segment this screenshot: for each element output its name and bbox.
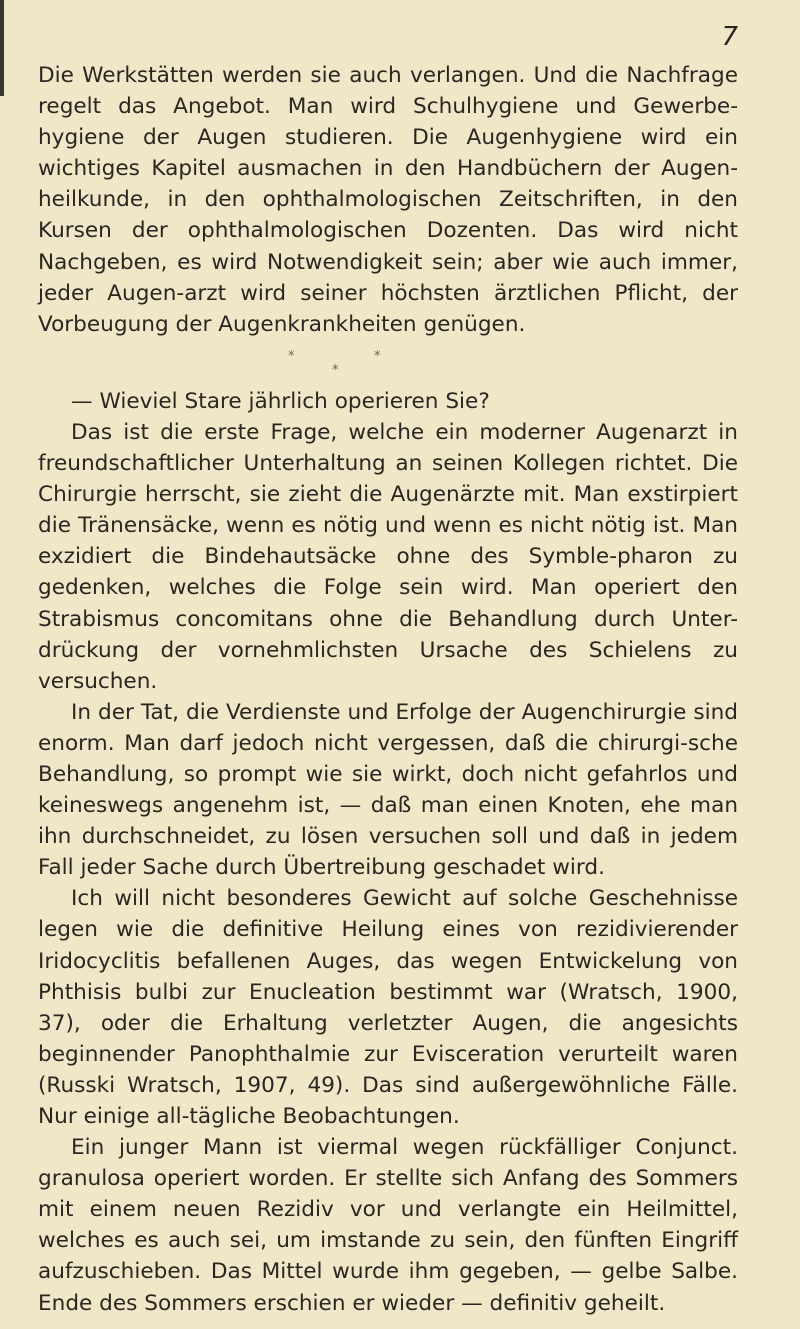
- opening-question: — Wieviel Stare jährlich operieren Sie?: [71, 388, 490, 414]
- paragraph-erste-frage: Das ist die erste Frage, welche ein moderner Augenarzt in freundschaftlicher Unterhaltung an seinen Kollegen richtet. Die Chirurgie herrscht, sie zieht die Augenärzte mit. Man exstirpiert die Tränensäcke, wenn es nötig und wenn es nicht nötig ist. Man exzidiert die Bindehautsäcke ohne des Symble-pharon zu gedenken, welches die Folge sein wird. Man operiert den Strabismus concomitans ohne die Behandlung durch Unter-drückung der vornehmlichsten Ursache des Schielens zu versuchen.: [38, 419, 738, 694]
- paragraph-in-der-tat: In der Tat, die Verdienste und Erfolge der Augenchirurgie sind enorm. Man darf jedoch nicht vergessen, daß die chirurgi-sche Behandlung, so prompt wie sie wirkt, doch nicht gefahrlos und keineswegs angenehm ist, — daß man einen Knoten, ehe man ihn durchschneidet, zu lösen versuchen soll und daß in jedem Fall jeder Sache durch Übertreibung geschadet wird.: [38, 699, 738, 881]
- paragraph-werkstaetten: Die Werkstätten werden sie auch verlangen. Und die Nachfrage regelt das Angebot. Man wird Schulhygiene und Gewerbe-hygiene der Augen studieren. Die Augenhygiene wird ein wichtiges Kapitel ausmachen in den Handbüchern der Augen-heilkunde, in den ophthalmologischen Zeitschriften, in den Kursen der ophthalmologischen Dozenten. Das wird nicht Nachgeben, es wird Notwendigkeit sein; aber wie auch immer, jeder Augen-arzt wird seiner höchsten ärztlichen Pflicht, der Vorbeugung der Augenkrankheiten genügen.: [38, 63, 738, 337]
- page-body: [38, 60, 738, 1319]
- paragraph-ich-will: Ich will nicht besonderes Gewicht auf solche Geschehnisse legen wie die definitive Heilung eines von rezidivierender Iridocyclitis befallenen Auges, das wegen Entwickelung von Phthisis bulbi zur Enucleation bestimmt war (Wratsch, 1900, 37), oder die Erhaltung verletzter Augen, die angesichts beginnender Panophthalmie zur Evisceration verurteilt waren (Russki Wratsch, 1907, 49). Das sind außergewöhnliche Fälle. Nur einige all-tägliche Beobachtungen.: [38, 886, 738, 1129]
- page-edge-shadow: [0, 0, 4, 96]
- paragraph-junger-mann: Ein junger Mann ist viermal wegen rückfälliger Conjunct. granulosa operiert worden. Er stellte sich Anfang des Sommers mit einem neuen Rezidiv vor und verlangte ein Heilmittel, welches es auch sei, um imstande zu sein, den fünften Eingriff aufzuschieben. Das Mittel wurde ihm gegeben, — gelbe Salbe. Ende des Sommers erschien er wieder — definitiv geheilt.: [38, 1135, 738, 1316]
- separator-asterisk: *: [332, 362, 339, 378]
- section-separator: [38, 340, 738, 386]
- separator-asterisk: *: [374, 348, 381, 364]
- page-number: 7: [721, 22, 738, 52]
- separator-asterisk: *: [288, 348, 295, 364]
